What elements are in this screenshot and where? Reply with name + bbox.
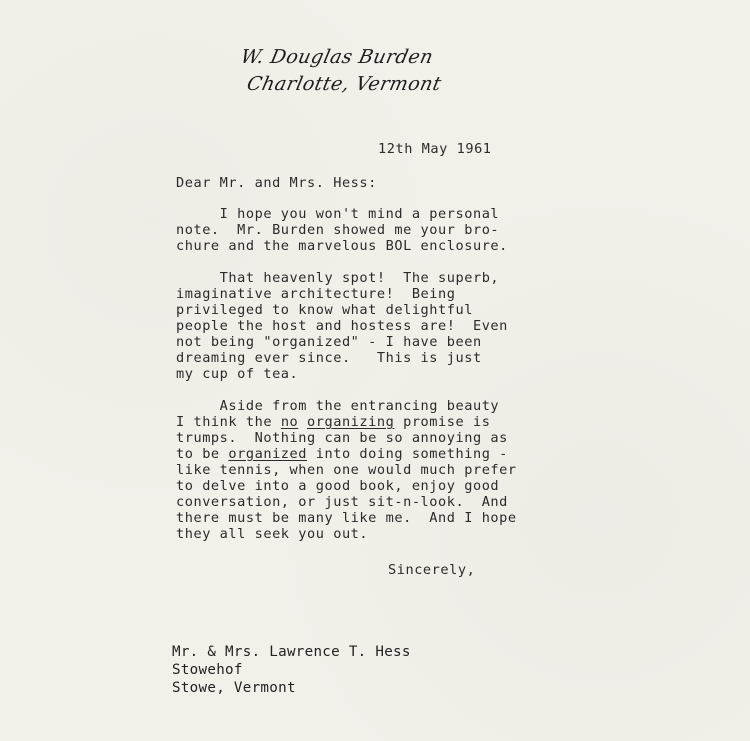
letter-date: 12th May 1961 [378,141,492,157]
text-run: into doing something - [307,446,508,462]
paragraph-line: not being "organized" - I have been [176,334,482,350]
paragraph-line: like tennis, when one would much prefer [176,462,517,478]
address-line: Stowehof [172,662,243,678]
letterhead [232,44,449,98]
paragraph-line: people the host and hostess are! Even [176,318,508,334]
salutation: Dear Mr. and Mrs. Hess: [176,175,377,191]
paragraph-line: conversation, or just sit-n-look. And [176,494,508,510]
paragraph-line: privileged to know what delightful [176,302,473,318]
paragraph-3 [176,398,517,542]
underlined-word-organizing: organizing [307,414,395,430]
paragraph-2 [176,270,508,382]
paragraph-line: my cup of tea. [176,366,299,382]
paragraph-line: there must be many like me. And I hope [176,510,517,526]
paragraph-line: chure and the marvelous BOL enclosure. [176,238,508,254]
address-line: Stowe, Vermont [172,680,296,696]
paragraph-line: to delve into a good book, enjoy good [176,478,500,494]
paragraph-line: Aside from the entrancing beauty [176,398,500,414]
paragraph-line: That heavenly spot! The superb, [176,270,500,286]
paragraph-line: trumps. Nothing can be so annoying as [176,430,508,446]
paragraph-line: imaginative architecture! Being [176,286,456,302]
underlined-word-no: no [280,414,299,430]
paragraph-line: they all seek you out. [176,526,369,542]
underlined-word-organized: organized [228,446,308,462]
letterhead-place: Charlotte, Vermont [244,73,444,95]
text-run [298,414,307,430]
paragraph-line: I hope you won't mind a personal [176,206,500,222]
text-run: I think the [176,414,281,430]
paragraph-line [176,446,508,462]
text-run: to be [176,446,229,462]
paragraph-line: dreaming ever since. This is just [176,350,482,366]
letterhead-name: W. Douglas Burden [238,46,436,68]
closing: Sincerely, [388,562,476,578]
paragraph-line [176,414,490,430]
recipient-address [172,643,411,697]
address-line: Mr. & Mrs. Lawrence T. Hess [172,644,411,660]
text-run: promise is [394,414,491,430]
paragraph-1 [176,206,508,254]
paragraph-line: note. Mr. Burden showed me your bro- [176,222,500,238]
